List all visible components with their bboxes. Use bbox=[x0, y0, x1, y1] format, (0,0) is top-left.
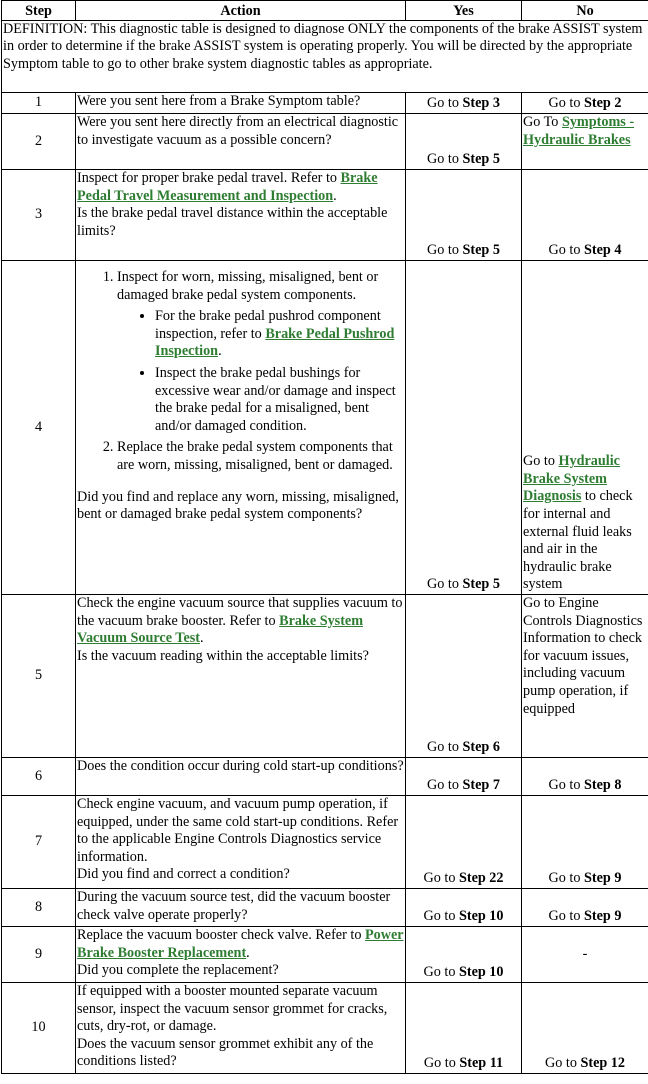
step-number: 10 bbox=[2, 983, 76, 1074]
step-number: 5 bbox=[2, 595, 76, 758]
step-number: 3 bbox=[2, 170, 76, 261]
table-row bbox=[2, 758, 648, 796]
no-cell-empty: - bbox=[522, 927, 648, 983]
question-text: Did you find and correct a condition? bbox=[77, 866, 290, 883]
header-step: Step bbox=[2, 1, 76, 21]
action-cell bbox=[76, 983, 406, 1074]
symptoms-hydraulic-brakes-link[interactable]: Symptoms - Hydraulic Brakes bbox=[523, 114, 635, 148]
question-text: Did you complete the replacement? bbox=[77, 962, 279, 979]
list-item: 1. Inspect for worn, missing, misaligned, bent or damaged brake pedal system components. • For the brake pedal pushrod component inspection, refer to Brake Pedal Pushrod Inspection. • Inspect the brake pedal bushings for excessive wear and/or damage and inspect the brake pedal for a misaligned, bent and/or damaged condition. bbox=[117, 269, 404, 435]
goto-step-link[interactable]: Step 11 bbox=[459, 1055, 504, 1072]
diagnostic-table bbox=[1, 0, 648, 1074]
goto-step-link[interactable]: Step 7 bbox=[462, 777, 500, 794]
yes-cell: Go to Step 22 bbox=[406, 796, 522, 889]
goto-step-link[interactable]: Step 5 bbox=[462, 151, 500, 168]
header-yes: Yes bbox=[406, 1, 522, 21]
goto-step-link[interactable]: Step 22 bbox=[458, 870, 504, 887]
list-item: • For the brake pedal pushrod component inspection, refer to Brake Pedal Pushrod Inspection. bbox=[155, 308, 404, 361]
yes-cell: Go to Step 5 bbox=[406, 114, 522, 170]
goto-step-link[interactable]: Step 10 bbox=[458, 908, 504, 925]
yes-cell: Go to Step 5 bbox=[406, 170, 522, 261]
no-cell: Go to Hydraulic Brake System Diagnosis to check for internal and external fluid leaks and air in the hydraulic brake system bbox=[522, 261, 648, 595]
hydraulic-brake-diagnosis-link[interactable]: Hydraulic Brake System Diagnosis bbox=[523, 453, 620, 505]
sub-list bbox=[117, 308, 404, 435]
question-text: Is the vacuum reading within the acceptable limits? bbox=[77, 647, 369, 664]
action-cell: Replace the vacuum booster check valve. Refer to Power Brake Booster Replacement. Did you complete the replacement? bbox=[76, 927, 406, 983]
goto-step-link[interactable]: Step 2 bbox=[584, 95, 622, 112]
table-row bbox=[2, 889, 648, 927]
question-text: Is the brake pedal travel distance within the acceptable limits? bbox=[77, 205, 388, 239]
no-cell: Go To Symptoms - Hydraulic Brakes bbox=[522, 114, 648, 170]
table-row bbox=[2, 93, 648, 114]
action-cell: Check the engine vacuum source that supplies vacuum to the vacuum brake booster. Refer to Brake System Vacuum Source Test. Is the vacuum reading within the acceptable limits? bbox=[76, 595, 406, 758]
action-text: Does the condition occur during cold start-up conditions? bbox=[76, 758, 406, 796]
action-text: Replace the vacuum booster check valve. Refer to bbox=[77, 927, 362, 943]
no-cell: Go to Step 12 bbox=[522, 983, 648, 1074]
definition-row bbox=[2, 21, 648, 93]
action-text: Check the engine vacuum source that supplies vacuum to the vacuum brake booster. Refer to bbox=[77, 595, 403, 629]
goto-step-link[interactable]: Step 9 bbox=[584, 908, 622, 925]
step-number: 1 bbox=[2, 93, 76, 114]
no-cell: Go to Engine Controls Diagnostics Information to check for vacuum issues, including vacuum pump operation, if equipped bbox=[522, 595, 648, 758]
goto-step-link[interactable]: Step 5 bbox=[462, 242, 500, 259]
step-number: 4 bbox=[2, 261, 76, 595]
no-cell: Go to Step 2 bbox=[522, 93, 648, 114]
no-cell: Go to Step 8 bbox=[522, 758, 648, 796]
action-cell bbox=[76, 261, 406, 595]
table-row bbox=[2, 595, 648, 758]
table-row bbox=[2, 796, 648, 889]
procedure-list bbox=[77, 269, 404, 475]
table-row bbox=[2, 927, 648, 983]
action-text: Were you sent here from a Brake Symptom table? bbox=[76, 93, 406, 114]
goto-step-link[interactable]: Step 3 bbox=[462, 95, 500, 112]
list-item: • Inspect the brake pedal bushings for excessive wear and/or damage and inspect the brake pedal for a misaligned, bent and/or damaged condition. bbox=[155, 365, 404, 435]
yes-cell: Go to Step 10 bbox=[406, 889, 522, 927]
table-row bbox=[2, 983, 648, 1074]
header-action: Action bbox=[76, 1, 406, 21]
action-cell: Inspect for proper brake pedal travel. Refer to Brake Pedal Travel Measurement and Inspection. Is the brake pedal travel distance within the acceptable limits? bbox=[76, 170, 406, 261]
header-row bbox=[2, 1, 648, 21]
goto-step-link[interactable]: Step 4 bbox=[584, 242, 622, 259]
goto-step-link[interactable]: Step 12 bbox=[580, 1055, 625, 1072]
yes-cell: Go to Step 11 bbox=[406, 983, 522, 1074]
table-row bbox=[2, 261, 648, 595]
power-brake-booster-replacement-link[interactable]: Power Brake Booster Replacement bbox=[77, 927, 404, 961]
list-item: 2. Replace the brake pedal system components that are worn, missing, misaligned, bent or damaged. bbox=[117, 439, 404, 474]
goto-step-link[interactable]: Step 10 bbox=[458, 964, 504, 981]
table-row bbox=[2, 114, 648, 170]
goto-step-link[interactable]: Step 9 bbox=[584, 870, 622, 887]
no-cell: Go to Step 9 bbox=[522, 889, 648, 927]
step-number: 9 bbox=[2, 927, 76, 983]
brake-pedal-pushrod-link[interactable]: Brake Pedal Pushrod Inspection bbox=[155, 325, 395, 360]
yes-cell: Go to Step 7 bbox=[406, 758, 522, 796]
question-text: Does the vacuum sensor grommet exhibit any of the conditions listed? bbox=[77, 1035, 374, 1070]
vacuum-source-test-link[interactable]: Brake System Vacuum Source Test bbox=[77, 612, 364, 647]
step-number: 2 bbox=[2, 114, 76, 170]
no-cell: Go to Step 4 bbox=[522, 170, 648, 261]
yes-cell: Go to Step 10 bbox=[406, 927, 522, 983]
action-text: During the vacuum source test, did the vacuum booster check valve operate properly? bbox=[76, 889, 406, 927]
action-text: Inspect for proper brake pedal travel. Refer to bbox=[77, 170, 337, 186]
header-no: No bbox=[522, 1, 648, 21]
yes-cell: Go to Step 3 bbox=[406, 93, 522, 114]
yes-cell: Go to Step 6 bbox=[406, 595, 522, 758]
no-cell: Go to Step 9 bbox=[522, 796, 648, 889]
step-number: 8 bbox=[2, 889, 76, 927]
goto-step-link[interactable]: Step 8 bbox=[584, 777, 622, 794]
action-text: Were you sent here directly from an electrical diagnostic to investigate vacuum as a possible concern? bbox=[76, 114, 406, 170]
goto-step-link[interactable]: Step 5 bbox=[462, 576, 500, 593]
brake-pedal-travel-link[interactable]: Brake Pedal Travel Measurement and Inspection bbox=[77, 170, 378, 204]
step-number: 7 bbox=[2, 796, 76, 889]
action-cell bbox=[76, 796, 406, 889]
definition-text: DEFINITION: This diagnostic table is designed to diagnose ONLY the components of the brake ASSIST system in order to determine if the brake ASSIST system is operating properly. You will be directed by the appropriate Symptom table to go to other brake system diagnostic tables as appropriate. bbox=[2, 21, 648, 93]
yes-cell: Go to Step 5 bbox=[406, 261, 522, 595]
step-number: 6 bbox=[2, 758, 76, 796]
goto-step-link[interactable]: Step 6 bbox=[462, 739, 500, 756]
table-row bbox=[2, 170, 648, 261]
question-text: Did you find and replace any worn, missing, misaligned, bent or damaged brake pedal system components? bbox=[77, 488, 399, 523]
action-text: Check engine vacuum, and vacuum pump operation, if equipped, under the same cold start-up conditions. Refer to the applicable Engine Controls Diagnostics service information. bbox=[77, 796, 399, 865]
action-text: If equipped with a booster mounted separate vacuum sensor, inspect the vacuum sensor grommet for cracks, cuts, dry-rot, or damage. bbox=[77, 983, 388, 1035]
